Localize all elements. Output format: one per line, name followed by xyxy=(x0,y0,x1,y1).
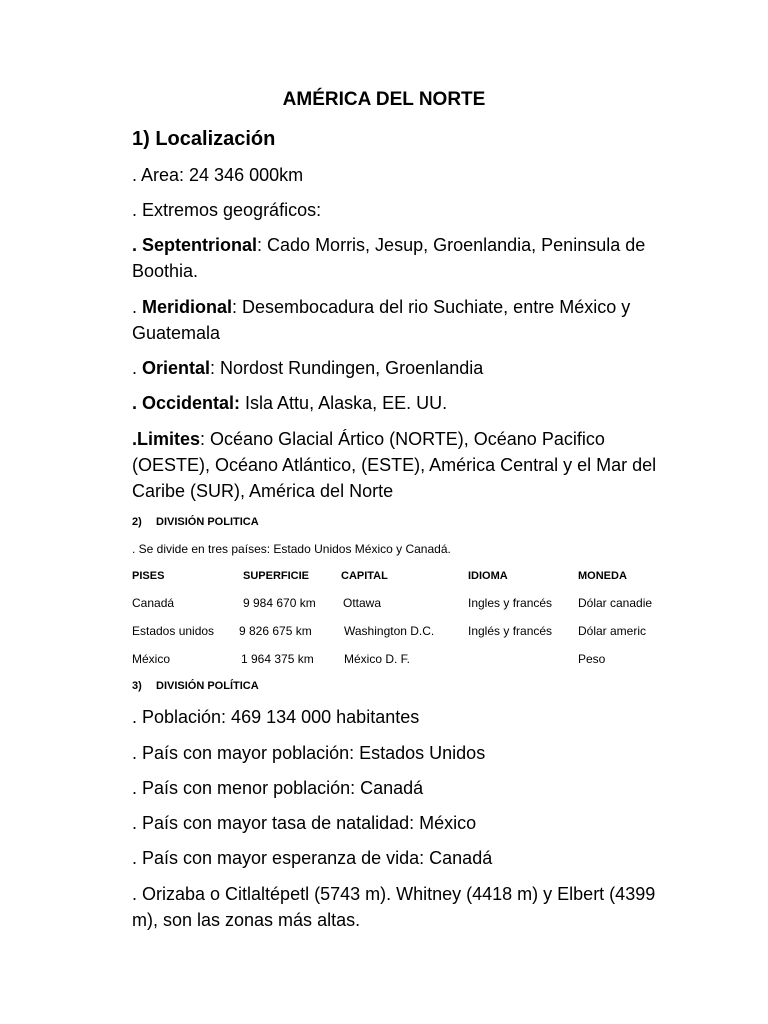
septentrional-text: : Cado Morris, Jesup, Groenlandia, Peninsula de Boothia. xyxy=(132,235,646,281)
poblacion-line: . Población: 469 134 000 habitantes xyxy=(132,707,420,727)
oriental-label: Oriental xyxy=(142,358,211,378)
section-1-heading: 1) Localización xyxy=(132,128,276,150)
natalidad-line: . País con mayor tasa de natalidad: México xyxy=(132,813,477,833)
limites-label: .Limites xyxy=(132,429,201,449)
table-cell: Washington D.C. xyxy=(344,624,435,638)
section-2-intro: . Se divide en tres países: Estado Unidos México y Canadá. xyxy=(132,542,451,556)
table-header-capital: CAPITAL xyxy=(341,570,388,582)
table-cell: Dólar canadie xyxy=(578,596,653,610)
meridional-paragraph xyxy=(132,294,672,346)
occidental-label: . Occidental: xyxy=(132,393,241,413)
table-cell: Estados unidos xyxy=(132,624,215,638)
meridional-text: : Desembocadura del rio Suchiate, entre México y Guatemala xyxy=(132,297,631,343)
oriental-paragraph xyxy=(132,355,672,381)
oriental-text: : Nordost Rundingen, Groenlandia xyxy=(210,358,484,378)
septentrional-label: Septentrional xyxy=(142,235,258,255)
table-header-paises: PISES xyxy=(132,570,165,582)
septentrional-prefix: . xyxy=(132,235,143,255)
table-cell: México D. F. xyxy=(344,652,411,666)
zonas-altas-paragraph: . Orizaba o Citlaltépetl (5743 m). Whitney (4418 m) y Elbert (4399 m), son las zonas más altas. xyxy=(132,884,656,930)
section-2-number: 2) xyxy=(132,516,142,528)
table-cell: 9 984 670 km xyxy=(243,596,316,610)
section-3-number: 3) xyxy=(132,680,142,692)
meridional-label: Meridional xyxy=(142,297,233,317)
table-cell: 9 826 675 km xyxy=(239,624,312,638)
limites-text: : Océano Glacial Ártico (NORTE), Océano Pacifico (OESTE), Océano Atlántico, (ESTE), América Central y el Mar del Caribe (SUR), América del Norte xyxy=(132,429,657,501)
table-cell: Canadá xyxy=(132,596,175,610)
limites-paragraph xyxy=(132,426,672,504)
table-header-idioma: IDIOMA xyxy=(468,570,508,582)
extremos-line: . Extremos geográficos: xyxy=(132,200,322,220)
menor-poblacion-line: . País con menor población: Canadá xyxy=(132,778,424,798)
table-header-moneda: MONEDA xyxy=(578,570,627,582)
document-title: AMÉRICA DEL NORTE xyxy=(282,89,486,110)
section-3-heading: DIVISIÓN POLÍTICA xyxy=(156,680,259,692)
area-line: . Area: 24 346 000km xyxy=(132,165,304,185)
table-cell: Inglés y francés xyxy=(468,624,553,638)
occidental-paragraph xyxy=(132,390,672,416)
mayor-poblacion-line: . País con mayor población: Estados Unidos xyxy=(132,743,486,763)
table-cell: Ottawa xyxy=(343,596,382,610)
occidental-text: Isla Attu, Alaska, EE. UU. xyxy=(240,393,448,413)
table-header-superficie: SUPERFICIE xyxy=(243,570,310,582)
table-cell: Peso xyxy=(578,652,606,666)
section-2-heading: DIVISIÓN POLITICA xyxy=(156,516,259,528)
oriental-prefix: . xyxy=(132,358,143,378)
table-cell: México xyxy=(132,652,171,666)
meridional-prefix: . xyxy=(132,297,143,317)
table-cell: 1 964 375 km xyxy=(241,652,314,666)
table-cell: Ingles y francés xyxy=(468,596,553,610)
table-cell: Dólar americ xyxy=(578,624,647,638)
esperanza-vida-line: . País con mayor esperanza de vida: Canadá xyxy=(132,848,493,868)
septentrional-paragraph xyxy=(132,232,672,284)
